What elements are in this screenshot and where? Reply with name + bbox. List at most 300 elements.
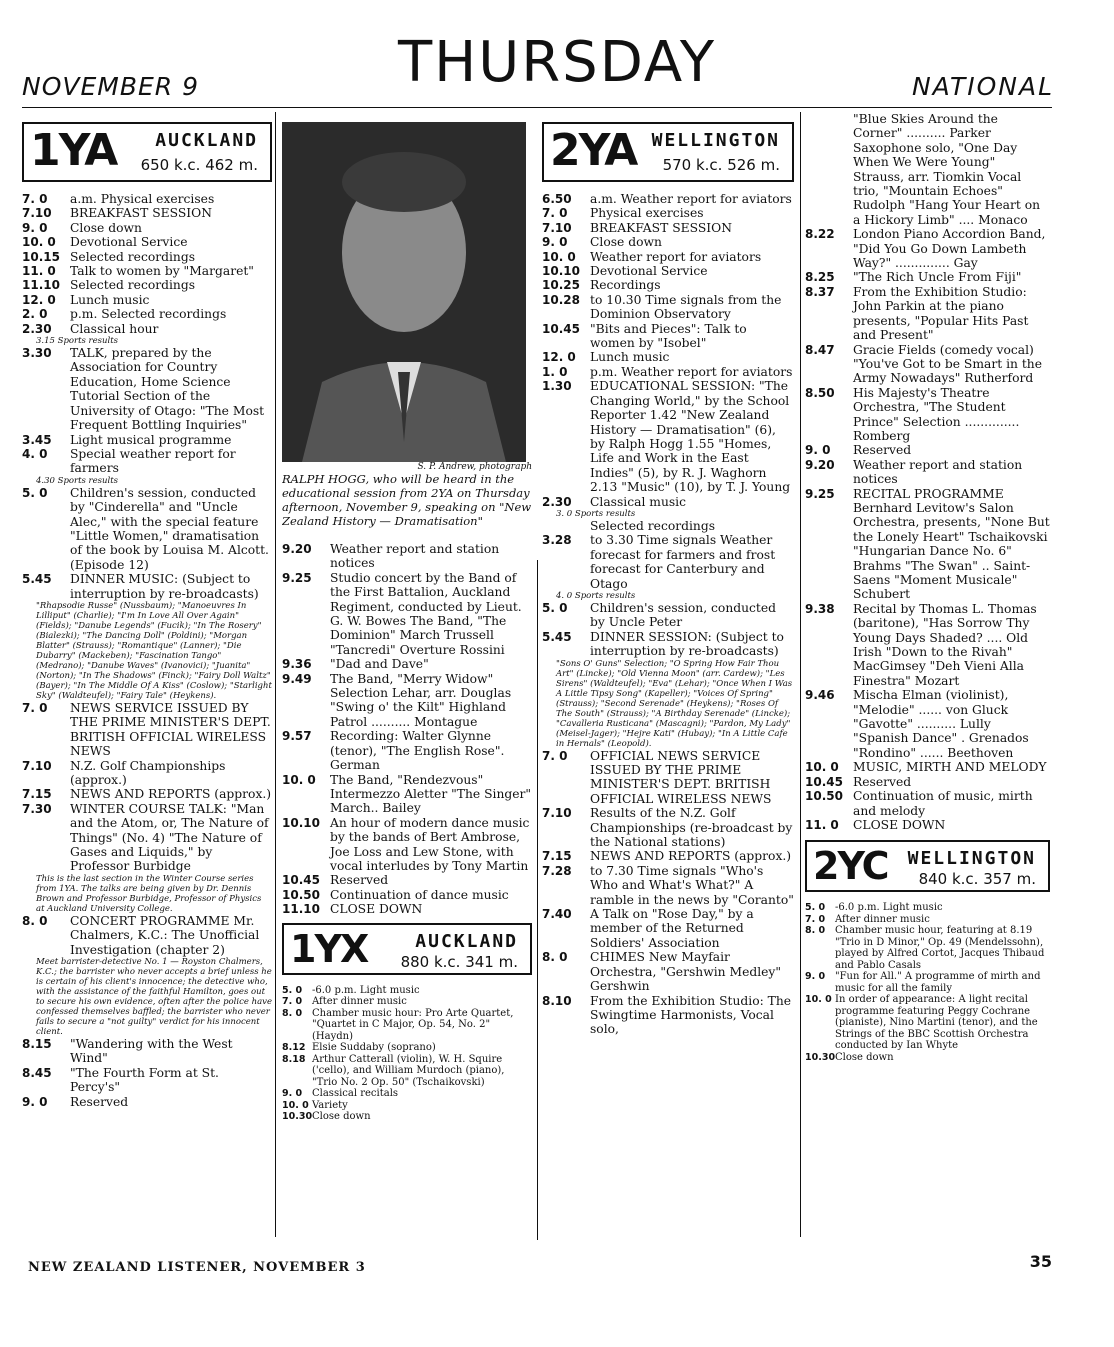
entry-description: Selected recordings [590,518,716,533]
schedule-entry [805,688,1050,760]
schedule-entry [22,1066,272,1095]
schedule-entry [805,343,1050,386]
entry-description: DINNER MUSIC: (Subject to interruption by re-broadcasts) [70,572,259,601]
schedule-entry [282,996,532,1008]
portrait-photo [282,122,526,462]
schedule-note: "Sons O' Guns" Selection; "O Spring How Fair Thou Art" (Lincke); "Old Vienna Moon" (arr. Cardew); "Les Sirens" (Waldteufel); "Eva" (Lehar); "Once When I Was A Little Tipsy Song" (Kapeller); "Voices Of Spring" (Strauss); "Second Serenade" (Heykens); "Roses Of The South" (Strauss); "A Birthday Serenade" (Lincke); "Cavalleria Rusticana" (Mascagni); "Pardon, My Lady" (Meisel-Jager); "Hejre Kati" (Hubay); "In A Little Cafe in Hernals" (Leopold). [556,658,793,749]
entry-time: 9. 0 [22,1094,48,1109]
page-title: THURSDAY [397,30,717,95]
entry-description: Gracie Fields (comedy vocal) "You've Got to be Smart in the Army Nowadays" Rutherford [853,342,1042,386]
header-network: NATIONAL [911,72,1054,101]
station-name: WELLINGTON [651,130,780,151]
entry-time: 9. 0 [805,443,831,458]
footer-publication: NEW ZEALAND LISTENER, NOVEMBER 3 [28,1260,366,1275]
schedule-entry [542,278,794,292]
entry-description: Studio concert by the Band of the First Battalion, Auckland Regiment, conducted by Lieut. G. W. Bowes The Band, "The Dominion" March Trussell "Tancredi" Overture Rossini [330,570,522,657]
schedule-entry [282,729,532,772]
entry-description: -6.0 p.m. Light music [835,902,943,914]
column-divider-2 [537,560,538,1240]
entry-time: 9. 0 [805,971,826,983]
entry-time: 9.46 [805,688,835,703]
schedule-entry [282,1042,532,1054]
entry-description: Lunch music [590,350,670,365]
entry-description: p.m. Weather report for aviators [590,364,793,379]
entry-time: 8.50 [805,385,835,400]
entry-description: TALK, prepared by the Association for Country Education, Home Science Tutorial Section of the University of Otago: "The Most Frequent Bottling Inquiries" [70,346,265,433]
entry-description: Reserved [330,873,389,888]
schedule-entry [282,1088,532,1100]
schedule-entry [22,447,272,476]
entry-description: "Bits and Pieces": Talk to women by "Isobel" [590,321,747,351]
photo-credit: S. P. Andrew, photograph [417,462,532,472]
entry-time: 11. 0 [805,817,839,832]
schedule-entry [805,458,1050,487]
entry-time: 9.57 [282,729,312,744]
schedule-list [805,112,1050,832]
station-name: AUCKLAND [155,130,258,151]
schedule-entry [805,487,1050,602]
station-logo: 1YA [30,125,117,176]
schedule-entry [805,925,1050,971]
entry-description: Chamber music hour: Pro Arte Quartet, "Quartet in C Major, Op. 54, No. 2" (Haydn) [312,1007,514,1042]
station-box-2yc [805,840,1050,892]
column-2 [282,122,532,1247]
entry-time: 8.22 [805,227,835,242]
entry-description: Recordings [590,278,661,293]
entry-description: The Band, "Rendezvous" Intermezzo Aletter "The Singer" March.. Bailey [330,772,532,816]
entry-time: 2.30 [22,321,52,336]
schedule-entry [22,322,272,336]
entry-time: 11. 0 [22,264,56,279]
entry-time: 9.20 [805,457,835,472]
entry-time: 2.30 [542,494,572,509]
entry-description: NEWS AND REPORTS (approx.) [70,787,272,802]
entry-description: Selected recordings [70,278,196,293]
entry-time: 8.12 [282,1042,306,1054]
entry-time: 7.10 [22,206,52,221]
entry-time: 7.28 [542,863,572,878]
schedule-entry [22,307,272,321]
entry-time: 8.18 [282,1053,306,1065]
entry-description: MUSIC, MIRTH AND MELODY [853,760,1047,775]
schedule-entry [22,278,272,292]
entry-time: 3.28 [542,533,572,548]
entry-time: 8. 0 [282,1007,303,1019]
entry-time: 9.38 [805,601,835,616]
entry-description: Elsie Suddaby (soprano) [312,1042,436,1054]
schedule-entry [542,250,794,264]
entry-description: CLOSE DOWN [330,902,423,917]
entry-time: 10.25 [542,278,580,293]
column-divider-3 [800,112,801,1237]
station-box-1ya [22,122,272,182]
entry-time: 7.10 [22,758,52,773]
entry-time: 11.10 [22,278,60,293]
schedule-entry [805,760,1050,774]
entry-time: 7. 0 [22,700,48,715]
entry-time: 1.30 [542,379,572,394]
entry-description: BREAKFAST SESSION [70,206,212,221]
schedule-entry [542,519,794,533]
photo-caption: RALPH HOGG, who will be heard in the educational session from 2YA on Thursday afternoon, November 9, speaking on "New Zealand History — Dramatisation" [282,472,532,528]
schedule-entry [805,818,1050,832]
entry-time: 4. 0 [22,446,48,461]
entry-description: OFFICIAL NEWS SERVICE ISSUED BY THE PRIME MINISTER'S DEPT. BRITISH OFFICIAL WIRELESS NEWS [590,748,772,806]
entry-description: Special weather report for farmers [70,446,236,476]
entry-time: 10. 0 [282,1099,309,1111]
schedule-entry [282,873,532,887]
schedule-entry [542,749,794,807]
schedule-list [542,192,794,1037]
entry-time: 8.37 [805,284,835,299]
entry-description: Close down [312,1111,371,1123]
entry-time: 2. 0 [22,307,48,322]
entry-time: 10.45 [542,321,580,336]
entry-description: Results of the N.Z. Golf Championships (re-broadcast by the National stations) [590,806,793,850]
schedule-entry [282,672,532,730]
entry-description: Close down [590,235,662,250]
schedule-entry [282,985,532,997]
schedule-entry [542,293,794,322]
station-box-1yx [282,923,532,975]
schedule-entry [805,775,1050,789]
entry-time: 5. 0 [282,984,303,996]
entry-time: 8. 0 [22,913,48,928]
entry-description: Close down [70,220,142,235]
entry-description: CONCERT PROGRAMME Mr. Chalmers, K.C.: The Unofficial Investigation (chapter 2) [70,913,260,957]
entry-description: Classical recitals [312,1088,399,1100]
entry-time: 5. 0 [805,902,826,914]
entry-description: London Piano Accordion Band, "Did You Go Down Lambeth Way?" .............. Gay [853,227,1046,271]
entry-description: a.m. Weather report for aviators [590,192,792,206]
entry-time: 10.50 [805,789,843,804]
entry-description: Mischa Elman (violinist), "Melodie" ...... von Gluck "Gavotte" .......... Lully "Spanish Dance" . Grenados "Rondino" ...... Beethoven [853,688,1029,760]
entry-description: RECITAL PROGRAMME Bernhard Levitow's Salon Orchestra, presents, "None But the Lonely Heart" Tschaikovski "Hungarian Dance No. 6" Brahms "The Swan" .. Saint-Saens "Moment Musicale" Schubert [853,486,1050,602]
entry-description: WINTER COURSE TALK: "Man and the Atom, or, The Nature of Things" (No. 4) "The Nature of Gases and Liquids," by Professor Burbidge [70,801,269,874]
schedule-entry [22,802,272,874]
schedule-entry [805,285,1050,343]
schedule-entry [542,221,794,235]
entry-time: 9. 0 [542,235,568,250]
entry-time: 5. 0 [542,600,568,615]
station-box-2ya [542,122,794,182]
entry-time: 8.47 [805,342,835,357]
schedule-note: 3.15 Sports results [36,336,118,347]
schedule-entry [282,542,532,571]
entry-time: 5. 0 [22,485,48,500]
entry-description: to 3.30 Time signals Weather forecast for farmers and frost forecast for Canterbury and Otago [590,533,776,591]
entry-time: 10.15 [22,249,60,264]
entry-time: 12. 0 [22,292,56,307]
station-frequency: 650 k.c. 462 m. [140,156,258,174]
entry-time: 7. 0 [805,913,826,925]
schedule-entry [805,270,1050,284]
entry-time: 10.30 [282,1111,313,1123]
schedule-entry [542,907,794,950]
page-number: 35 [1029,1252,1052,1271]
schedule-entry [282,571,532,657]
schedule-entry [22,787,272,801]
entry-description: Classical hour [70,321,159,336]
entry-description: Weather report and station notices [853,457,1023,487]
entry-description: Physical exercises [590,206,704,221]
entry-description: NEWS AND REPORTS (approx.) [590,849,792,864]
entry-description: to 10.30 Time signals from the Dominion Observatory [590,292,782,322]
entry-time: 7.10 [542,220,572,235]
schedule-entry [282,1054,532,1089]
entry-description: An hour of modern dance music by the bands of Bert Ambrose, Joe Loss and Lew Stone, with vocal interludes by Tony Martin [330,815,530,873]
column-divider-1 [275,112,276,1237]
schedule-entry [542,235,794,249]
schedule-entry [22,433,272,447]
schedule-entry [22,264,272,278]
entry-time: 7. 0 [22,192,48,206]
schedule-list [282,985,532,1123]
entry-description: After dinner music [312,996,407,1008]
entry-description: From the Exhibition Studio: The Swingtime Harmonists, Vocal solo, [590,993,792,1037]
schedule-entry [22,914,272,957]
entry-description: Light musical programme [70,432,232,447]
entry-time: 10. 0 [805,994,832,1006]
schedule-entry [22,701,272,759]
schedule-entry [22,759,272,788]
entry-time: 9. 0 [282,1088,303,1100]
schedule-entry [22,1037,272,1066]
entry-time: 8. 0 [542,950,568,965]
entry-description: Arthur Catterall (violin), W. H. Squire ('cello), and William Murdoch (piano), "Trio No. 2 Op. 50" (Tschaikovski) [312,1053,505,1088]
entry-time: 6.50 [542,192,572,206]
entry-time: 10.45 [805,774,843,789]
schedule-entry [542,630,794,659]
entry-description: Recording: Walter Glynne (tenor), "The English Rose". German [330,729,505,773]
entry-time [805,112,853,227]
schedule-entry [282,657,532,671]
entry-time [542,519,590,533]
entry-time: 9.20 [282,542,312,556]
entry-description: Lunch music [70,292,150,307]
schedule-entry [542,495,794,509]
entry-time: 8.15 [22,1037,52,1052]
entry-description: to 7.30 Time signals "Who's Who and What's What?" A ramble in the news by "Coranto" [590,863,794,907]
station-frequency: 880 k.c. 341 m. [400,952,518,971]
station-logo: 2YA [550,125,637,176]
entry-time: 8.10 [542,993,572,1008]
entry-description: Reserved [70,1094,129,1109]
entry-description: His Majesty's Theatre Orchestra, "The Student Prince" Selection .............. Romberg [853,385,1020,443]
schedule-entry [542,322,794,351]
entry-description: CLOSE DOWN [853,817,946,832]
schedule-entry [22,192,272,206]
entry-description: "The Rich Uncle From Fiji" [853,270,1022,285]
entry-description: After dinner music [835,913,930,925]
entry-time: 10.10 [282,815,320,830]
column-1ya [22,122,272,1247]
station-logo: 1YX [290,926,368,971]
schedule-entry [22,235,272,249]
entry-description: "Blue Skies Around the Corner" .......... Parker Saxophone solo, "One Day When We Were Young" Strauss, arr. Tiomkin Vocal trio, "Mountain Echoes" Rudolph "Hang Your Heart on a Hickory Limb" .... Monaco [853,112,1041,227]
entry-description: Selected recordings [70,249,196,264]
schedule-entry [22,1095,272,1109]
schedule-entry [805,602,1050,688]
schedule-entry [805,971,1050,994]
entry-time: 10. 0 [282,772,316,787]
schedule-entry [805,914,1050,926]
entry-time: 9.25 [805,486,835,501]
schedule-entry [805,902,1050,914]
entry-description: Reserved [853,774,912,789]
entry-time: 5.45 [22,572,52,587]
schedule-entry [542,994,794,1037]
station-name: AUCKLAND [415,930,518,952]
entry-description: Recital by Thomas L. Thomas (baritone), "Has Sorrow Thy Young Days Shaded? .... Old Irish "Down to the Rivah" MacGimsey "Deh Vieni Alla Finestra" Mozart [853,601,1037,688]
entry-description: "Fun for All." A programme of mirth and music for all the family [835,971,1041,994]
schedule-entry [542,379,794,494]
header-date: NOVEMBER 9 [22,72,200,101]
entry-description: NEWS SERVICE ISSUED BY THE PRIME MINISTER'S DEPT. BRITISH OFFICIAL WIRELESS NEWS [70,700,271,759]
station-frequency: 840 k.c. 357 m. [918,870,1036,889]
entry-time: 11.10 [282,902,320,917]
entry-time: 7. 0 [282,996,303,1008]
schedule-entry [22,293,272,307]
entry-description: From the Exhibition Studio: John Parkin at the piano presents, "Popular Hits Past and Present" [853,284,1029,343]
entry-description: In order of appearance: A light recital programme featuring Peggy Cochrane (pianiste), Nino Martini (tenor), and the Strings of the BBC Scottish Orchestra conducted by Ian Whyte [835,994,1038,1052]
schedule-entry [805,227,1050,270]
portrait-image [282,122,526,462]
schedule-entry [805,789,1050,818]
schedule-entry [542,849,794,863]
schedule-entry [282,1111,532,1123]
entry-time: 3.30 [22,346,52,361]
entry-time: 3.45 [22,432,52,447]
schedule-entry [22,250,272,264]
entry-description: "Wandering with the West Wind" [70,1037,233,1066]
entry-time: 7.30 [22,801,52,816]
entry-description: "The Fourth Form at St. Percy's" [70,1065,219,1095]
entry-time: 7. 0 [542,748,568,763]
schedule-entry [542,264,794,278]
entry-description: Classical music [590,494,686,509]
schedule-entry [22,221,272,235]
schedule-entry [282,816,532,874]
column-2ya [542,122,794,1247]
entry-description: "Dad and Dave" [330,657,429,672]
entry-description: Continuation of dance music [330,887,509,902]
schedule-list [22,192,272,1109]
schedule-entry [22,206,272,220]
schedule-entry [805,994,1050,1052]
schedule-entry [282,888,532,902]
entry-time: 10.28 [542,292,580,307]
schedule-note: 4.30 Sports results [36,475,118,486]
entry-description: Talk to women by "Margaret" [70,264,254,279]
schedule-entry [22,486,272,572]
entry-time: 12. 0 [542,350,576,365]
entry-time: 9.25 [282,570,312,585]
entry-description: CHIMES New Mayfair Orchestra, "Gershwin Medley" Gershwin [590,950,782,994]
schedule-entry [542,365,794,379]
schedule-entry [282,1100,532,1112]
entry-time: 8.45 [22,1065,52,1080]
entry-time: 5.45 [542,629,572,644]
schedule-list [282,542,532,917]
entry-time: 10.30 [805,1051,836,1063]
entry-description: The Band, "Merry Widow" Selection Lehar, arr. Douglas "Swing o' the Kilt" Highland Patrol .......... Montague [330,671,512,729]
entry-time: 1. 0 [542,364,568,379]
schedule-entry [805,443,1050,457]
schedule-entry [805,112,1050,227]
schedule-entry [282,902,532,916]
entry-description: BREAKFAST SESSION [590,220,732,235]
station-logo: 2YC [813,844,888,889]
schedule-entry [805,386,1050,444]
entry-time: 9.49 [282,671,312,686]
entry-description: -6.0 p.m. Light music [312,984,420,996]
header-rule [22,107,1052,108]
entry-description: Continuation of music, mirth and melody [853,789,1033,818]
entry-time: 10. 0 [805,760,839,775]
entry-time: 9.36 [282,657,312,672]
entry-time: 8.25 [805,270,835,285]
schedule-entry [22,346,272,432]
entry-time: 10. 0 [542,249,576,264]
schedule-entry [542,864,794,907]
entry-time: 10.10 [542,264,580,279]
entry-time: 7. 0 [542,206,568,221]
entry-description: A Talk on "Rose Day," by a member of the Returned Soldiers' Association [590,907,754,950]
schedule-entry [282,773,532,816]
entry-time: 10.50 [282,887,320,902]
entry-description: N.Z. Golf Championships (approx.) [70,758,226,787]
schedule-note: Meet barrister-detective No. 1 — Royston Chalmers, K.C.; the barrister who never accepts a brief unless he is certain of his client's innocence; the detective who, with the assistance of the faithful Hamilton, goes out to secure his own evidence, often after the police have confessed themselves baffled; the barrister who never fails to secure a "not guilty" verdict for his innocent client. [36,957,272,1038]
entry-description: Children's session, conducted by "Cinderella" and "Uncle Alec," with the special feature "Little Women," dramatisation of the book by Louisa M. Alcott. (Episode 12) [70,485,269,572]
entry-time: 10. 0 [22,235,56,250]
schedule-note: "Rhapsodie Russe" (Nussbaum); "Manoeuvres In Lilliput" (Charlie); "I'm In Love All Over Again" (Fields); "Danube Legends" (Fucik); "In The Rosery" (Bialezki); "The Dancing Doll" (Poldini); "Morgan Blatter" (Strauss); "Romantique" (Lanner); "Die Dubarry" (Mackeben); "Fascination Tango" (Medrano); "Danube Waves" (Ivanovici); "Juanita" (Norton); "In The Shadows" (Finck); "Fairy Doll Waltz" (Bayer); "In The Middle Of A Kiss" (Coslow); "Starlight Sky" (Waldteufel); "Fairy Tale" (Heykens). [36,600,272,701]
entry-description: EDUCATIONAL SESSION: "The Changing World," by the School Reporter 1.42 "New Zealand History — Dramatisation" (6), by Ralph Hogg 1.55 "Homes, Life and Work in the East Indies" (5), by R. J. Waghorn 2.13 "Music" (10), by T. J. Young [590,379,791,495]
schedule-entry [22,572,272,601]
entry-time: 7.40 [542,907,572,922]
entry-description: a.m. Physical exercises [70,192,215,206]
entry-time: 9. 0 [22,220,48,235]
entry-description: Devotional Service [590,264,708,279]
schedule-entry [542,601,794,630]
entry-description: Reserved [853,443,912,458]
schedule-entry [542,350,794,364]
entry-description: Variety [312,1099,348,1111]
entry-time: 10.45 [282,873,320,888]
station-frequency: 570 k.c. 526 m. [662,156,780,174]
schedule-entry [805,1052,1050,1064]
schedule-entry [542,950,794,993]
entry-time: 7.15 [22,787,52,802]
schedule-entry [542,806,794,849]
entry-time: 7.10 [542,806,572,821]
entry-description: Weather report and station notices [330,542,500,571]
schedule-note: This is the last section in the Winter Course series from 1YA. The talks are being given by Dr. Dennis Brown and Professor Burbidge, Professor of Physics at Auckland University College. [36,873,262,914]
entry-time: 8. 0 [805,925,826,937]
column-4 [805,112,1050,1247]
schedule-note: 4. 0 Sports results [556,590,636,601]
schedule-entry [542,206,794,220]
entry-description: Close down [835,1051,894,1063]
schedule-entry [282,1008,532,1043]
schedule-note: 3. 0 Sports results [556,508,636,519]
entry-description: p.m. Selected recordings [70,307,227,322]
station-name: WELLINGTON [907,848,1036,870]
entry-time: 7.15 [542,849,572,864]
schedule-entry [542,533,794,591]
entry-description: Weather report for aviators [590,249,762,264]
entry-description: Devotional Service [70,235,188,250]
